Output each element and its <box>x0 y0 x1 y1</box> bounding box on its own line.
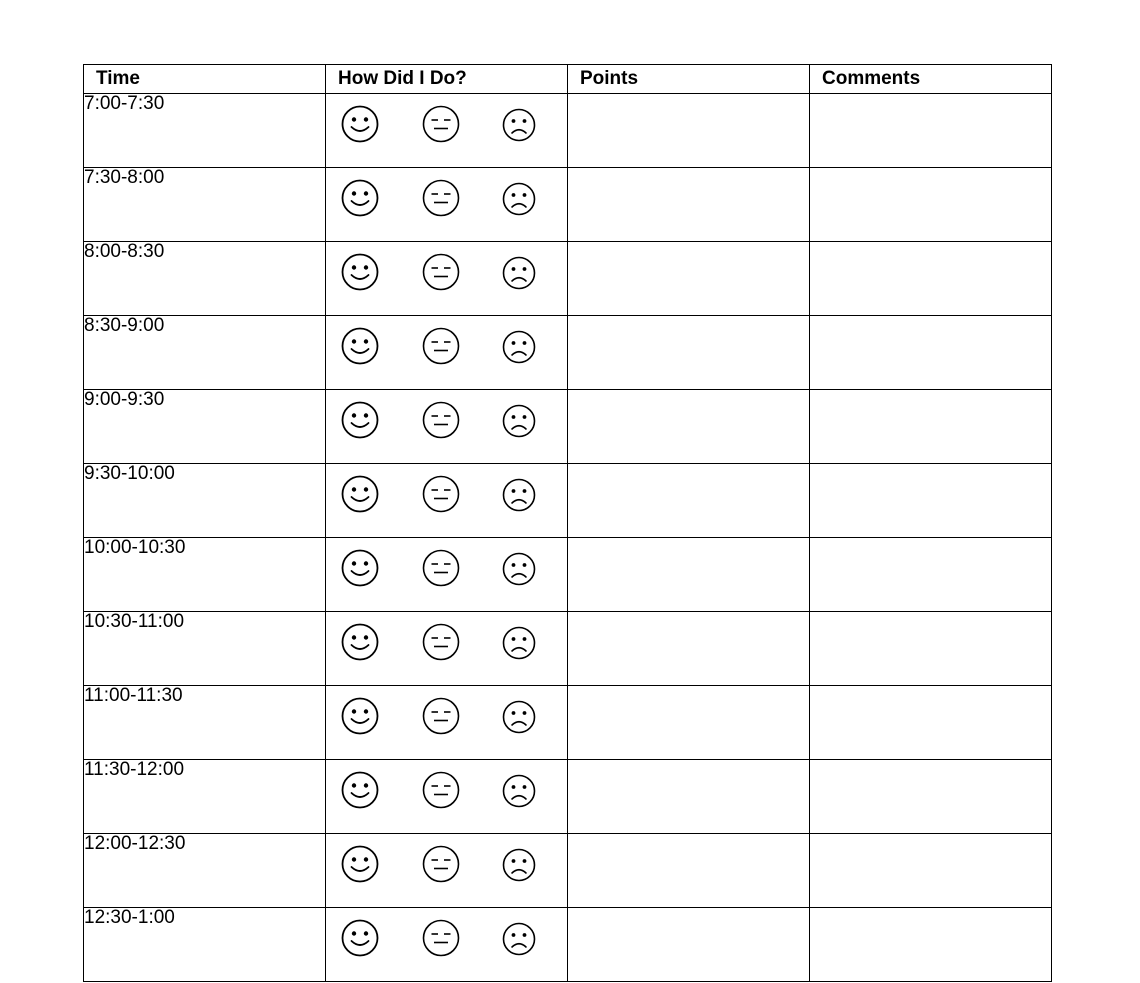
time-cell: 7:30-8:00 <box>84 168 326 242</box>
happy-face-icon[interactable] <box>340 622 380 662</box>
happy-face-icon[interactable] <box>340 326 380 366</box>
neutral-face-icon[interactable] <box>421 770 461 810</box>
neutral-face-icon[interactable] <box>421 474 461 514</box>
time-cell: 9:30-10:00 <box>84 464 326 538</box>
time-cell: 11:30-12:00 <box>84 760 326 834</box>
sad-face-icon[interactable] <box>501 403 537 439</box>
happy-face-icon[interactable] <box>340 178 380 218</box>
sad-face-icon[interactable] <box>501 847 537 883</box>
sad-face-icon[interactable] <box>501 255 537 291</box>
rating-cell <box>326 760 568 834</box>
rating-cell <box>326 242 568 316</box>
rating-cell <box>326 908 568 982</box>
header-row <box>84 65 1052 94</box>
rating-cell <box>326 168 568 242</box>
points-cell[interactable] <box>568 612 810 686</box>
comments-cell[interactable] <box>810 390 1052 464</box>
sad-face-icon[interactable] <box>501 625 537 661</box>
table-row-4 <box>84 316 1052 390</box>
points-cell[interactable] <box>568 464 810 538</box>
table-row-6 <box>84 464 1052 538</box>
sad-face-icon[interactable] <box>501 699 537 735</box>
header-time: Time <box>84 65 326 94</box>
time-cell: 12:00-12:30 <box>84 834 326 908</box>
sad-face-icon[interactable] <box>501 551 537 587</box>
table-row-8 <box>84 612 1052 686</box>
points-cell[interactable] <box>568 316 810 390</box>
rating-cell <box>326 538 568 612</box>
neutral-face-icon[interactable] <box>421 548 461 588</box>
comments-cell[interactable] <box>810 316 1052 390</box>
points-cell[interactable] <box>568 908 810 982</box>
behavior-chart <box>83 64 1051 982</box>
table-row-11 <box>84 834 1052 908</box>
rating-cell <box>326 390 568 464</box>
comments-cell[interactable] <box>810 538 1052 612</box>
sad-face-icon[interactable] <box>501 477 537 513</box>
sad-face-icon[interactable] <box>501 773 537 809</box>
points-cell[interactable] <box>568 686 810 760</box>
happy-face-icon[interactable] <box>340 548 380 588</box>
schedule-table <box>83 64 1052 982</box>
comments-cell[interactable] <box>810 464 1052 538</box>
points-cell[interactable] <box>568 94 810 168</box>
header-how-did-i-do: How Did I Do? <box>326 65 568 94</box>
neutral-face-icon[interactable] <box>421 622 461 662</box>
neutral-face-icon[interactable] <box>421 696 461 736</box>
table-row-12 <box>84 908 1052 982</box>
points-cell[interactable] <box>568 168 810 242</box>
happy-face-icon[interactable] <box>340 252 380 292</box>
happy-face-icon[interactable] <box>340 770 380 810</box>
happy-face-icon[interactable] <box>340 400 380 440</box>
comments-cell[interactable] <box>810 686 1052 760</box>
comments-cell[interactable] <box>810 94 1052 168</box>
table-row-2 <box>84 168 1052 242</box>
sad-face-icon[interactable] <box>501 107 537 143</box>
comments-cell[interactable] <box>810 834 1052 908</box>
header-comments: Comments <box>810 65 1052 94</box>
time-cell: 10:30-11:00 <box>84 612 326 686</box>
points-cell[interactable] <box>568 760 810 834</box>
neutral-face-icon[interactable] <box>421 104 461 144</box>
time-cell: 7:00-7:30 <box>84 94 326 168</box>
time-cell: 9:00-9:30 <box>84 390 326 464</box>
neutral-face-icon[interactable] <box>421 400 461 440</box>
happy-face-icon[interactable] <box>340 104 380 144</box>
table-row-9 <box>84 686 1052 760</box>
happy-face-icon[interactable] <box>340 696 380 736</box>
time-cell: 10:00-10:30 <box>84 538 326 612</box>
neutral-face-icon[interactable] <box>421 844 461 884</box>
comments-cell[interactable] <box>810 242 1052 316</box>
time-cell: 8:00-8:30 <box>84 242 326 316</box>
rating-cell <box>326 464 568 538</box>
rating-cell <box>326 686 568 760</box>
neutral-face-icon[interactable] <box>421 918 461 958</box>
table-row-5 <box>84 390 1052 464</box>
comments-cell[interactable] <box>810 908 1052 982</box>
happy-face-icon[interactable] <box>340 844 380 884</box>
happy-face-icon[interactable] <box>340 918 380 958</box>
rating-cell <box>326 316 568 390</box>
neutral-face-icon[interactable] <box>421 252 461 292</box>
points-cell[interactable] <box>568 242 810 316</box>
time-cell: 12:30-1:00 <box>84 908 326 982</box>
neutral-face-icon[interactable] <box>421 326 461 366</box>
sad-face-icon[interactable] <box>501 181 537 217</box>
header-points: Points <box>568 65 810 94</box>
table-row-7 <box>84 538 1052 612</box>
points-cell[interactable] <box>568 538 810 612</box>
rating-cell <box>326 94 568 168</box>
comments-cell[interactable] <box>810 168 1052 242</box>
time-cell: 8:30-9:00 <box>84 316 326 390</box>
points-cell[interactable] <box>568 834 810 908</box>
neutral-face-icon[interactable] <box>421 178 461 218</box>
points-cell[interactable] <box>568 390 810 464</box>
table-row-10 <box>84 760 1052 834</box>
sad-face-icon[interactable] <box>501 329 537 365</box>
table-row-1 <box>84 94 1052 168</box>
table-row-3 <box>84 242 1052 316</box>
comments-cell[interactable] <box>810 612 1052 686</box>
time-cell: 11:00-11:30 <box>84 686 326 760</box>
comments-cell[interactable] <box>810 760 1052 834</box>
rating-cell <box>326 612 568 686</box>
rating-cell <box>326 834 568 908</box>
sad-face-icon[interactable] <box>501 921 537 957</box>
happy-face-icon[interactable] <box>340 474 380 514</box>
